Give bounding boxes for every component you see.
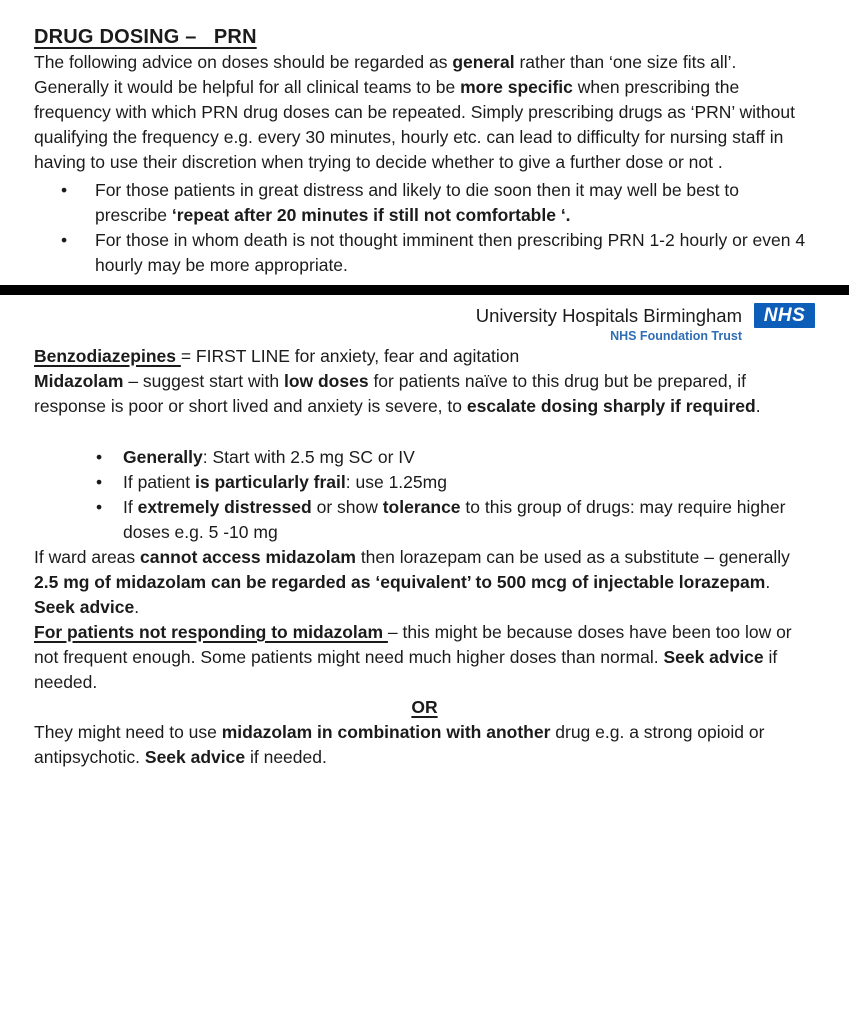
list-item: • Generally: Start with 2.5 mg SC or IV [34, 445, 815, 470]
lorazepam-substitute-paragraph: If ward areas cannot access midazolam then lorazepam can be used as a substitute – generally 2.5 mg of midazolam can be regarded as ‘equivalent’ to 500 mcg of injectable lorazepam. [34, 547, 795, 592]
list-item: • For those patients in great distress and likely to die soon then it may well be best to prescribe ‘repeat after 20 minutes if still not comfortable ‘. [34, 178, 815, 228]
organisation-name: University Hospitals Birmingham [475, 305, 742, 326]
list-item: • For those in whom death is not thought imminent then prescribing PRN 1-2 hourly or even 4 hourly may be more appropriate. [34, 228, 815, 278]
or-separator: OR [411, 697, 438, 717]
section-divider-bar [0, 285, 849, 295]
not-responding-paragraph: For patients not responding to midazolam – this might be because doses have been too low or not frequent enough. Some patients might need much higher doses than normal. Seek advice if needed. [34, 622, 797, 692]
trust-name: NHS Foundation Trust [610, 329, 742, 343]
nhs-logo: NHS [754, 303, 815, 328]
list-item: • If patient is particularly frail: use 1.25mg [34, 470, 815, 495]
midazolam-dose-list [34, 445, 815, 545]
page-title: DRUG DOSING – PRN [34, 26, 257, 48]
nhs-header-text [476, 304, 742, 344]
intro-paragraph: The following advice on doses should be regarded as general rather than ‘one size fits all’. [34, 52, 737, 72]
prn-bullet-list [34, 178, 815, 278]
frequency-paragraph: Generally it would be helpful for all clinical teams to be more specific when prescribing the frequency with which PRN drug doses can be repeated. Simply prescribing drugs as ‘PRN’ without qualifying the frequency e.g. every 30 minutes, hourly etc. can lead to difficulty for nursing staff in having to use their discretion when trying to decide whether to give a further dose or not . [34, 77, 800, 172]
nhs-header [34, 304, 815, 344]
benzodiazepines-heading: Benzodiazepines = FIRST LINE for anxiety, fear and agitation [34, 346, 520, 366]
combination-paragraph: They might need to use midazolam in combination with another drug e.g. a strong opioid or antipsychotic. Seek advice if needed. [34, 722, 770, 767]
list-item: • If extremely distressed or show tolerance to this group of drugs: may require higher doses e.g. 5 -10 mg [34, 495, 815, 545]
seek-advice-line: Seek advice. [34, 597, 140, 617]
midazolam-paragraph: Midazolam – suggest start with low doses for patients naïve to this drug but be prepared, if response is poor or short lived and anxiety is severe, to escalate dosing sharply if required. [34, 371, 761, 416]
